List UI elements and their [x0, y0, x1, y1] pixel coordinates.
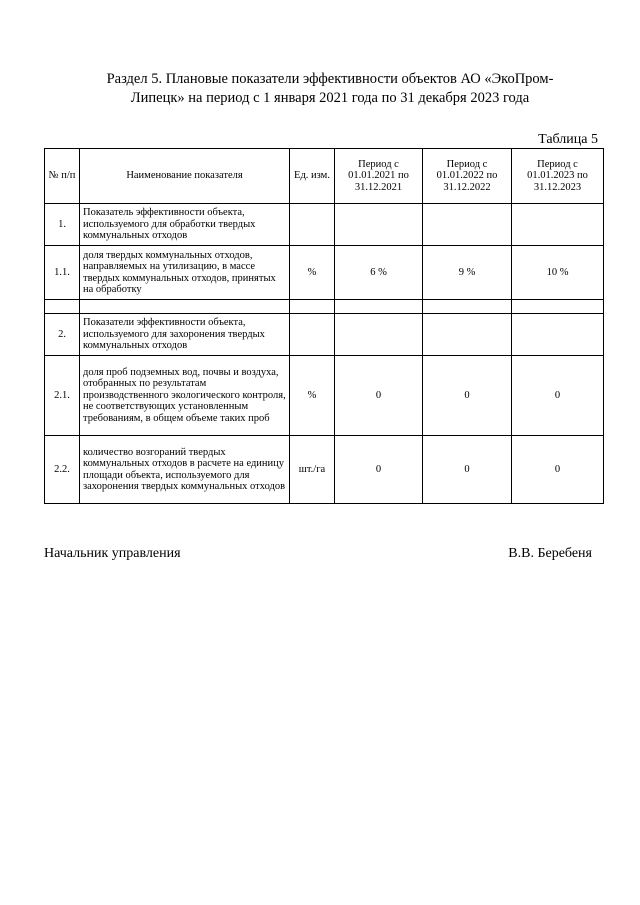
row-name: доля проб подземных вод, почвы и воздуха, отобранных по результатам производственного экологического контроля, не соответствующих установленным требованиям, в общем объеме таких проб [80, 356, 290, 436]
signature-position: Начальник управления [44, 546, 181, 561]
row-unit [290, 314, 335, 356]
row-unit: % [290, 246, 335, 300]
signature-name: В.В. Беребеня [508, 546, 592, 561]
document-title [70, 70, 590, 108]
table-row [45, 436, 604, 504]
header-period-2021: Период с 01.01.2021 по 31.12.2021 [335, 149, 423, 204]
row-unit: % [290, 356, 335, 436]
row-value-2021: 0 [335, 356, 423, 436]
row-unit [290, 204, 335, 246]
row-value-2021 [335, 314, 423, 356]
row-value-2023: 10 % [512, 246, 604, 300]
row-value-2021 [335, 204, 423, 246]
row-name: количество возгораний твердых коммунальных отходов в расчете на единицу площади объекта, используемого для захоронения твердых коммунальных отходов [80, 436, 290, 504]
row-value-2022: 9 % [423, 246, 512, 300]
title-line-1: Раздел 5. Плановые показатели эффективности объектов АО «ЭкоПром- [106, 71, 554, 87]
row-value-2021: 0 [335, 436, 423, 504]
header-period-2023: Период с 01.01.2023 по 31.12.2023 [512, 149, 604, 204]
row-num: 1. [45, 204, 80, 246]
indicators-table [44, 148, 604, 504]
row-value-2021: 6 % [335, 246, 423, 300]
row-num: 1.1. [45, 246, 80, 300]
row-num: 2. [45, 314, 80, 356]
row-value-2023 [512, 314, 604, 356]
row-num: 2.1. [45, 356, 80, 436]
row-value-2023: 0 [512, 356, 604, 436]
row-value-2022 [423, 204, 512, 246]
header-period-2022: Период с 01.01.2022 по 31.12.2022 [423, 149, 512, 204]
header-unit: Ед. изм. [290, 149, 335, 204]
table-row [45, 204, 604, 246]
table-row [45, 246, 604, 300]
row-value-2023: 0 [512, 436, 604, 504]
row-name: Показатели эффективности объекта, используемого для захоронения твердых коммунальных отходов [80, 314, 290, 356]
row-value-2022: 0 [423, 356, 512, 436]
row-value-2022: 0 [423, 436, 512, 504]
table-label: Таблица 5 [538, 132, 598, 147]
row-value-2023 [512, 204, 604, 246]
table-header-row [45, 149, 604, 204]
row-name: Показатель эффективности объекта, используемого для обработки твердых коммунальных отходов [80, 204, 290, 246]
title-line-2: Липецк» на период с 1 января 2021 года по 31 декабря 2023 года [130, 90, 530, 106]
row-num: 2.2. [45, 436, 80, 504]
row-unit: шт./га [290, 436, 335, 504]
table-row [45, 356, 604, 436]
row-value-2022 [423, 314, 512, 356]
table-row [45, 314, 604, 356]
header-name: Наименование показателя [80, 149, 290, 204]
table-spacer-row [45, 300, 604, 314]
header-num: № п/п [45, 149, 80, 204]
row-name: доля твердых коммунальных отходов, направляемых на утилизацию, в массе твердых коммунальных отходов, принятых на обработку [80, 246, 290, 300]
